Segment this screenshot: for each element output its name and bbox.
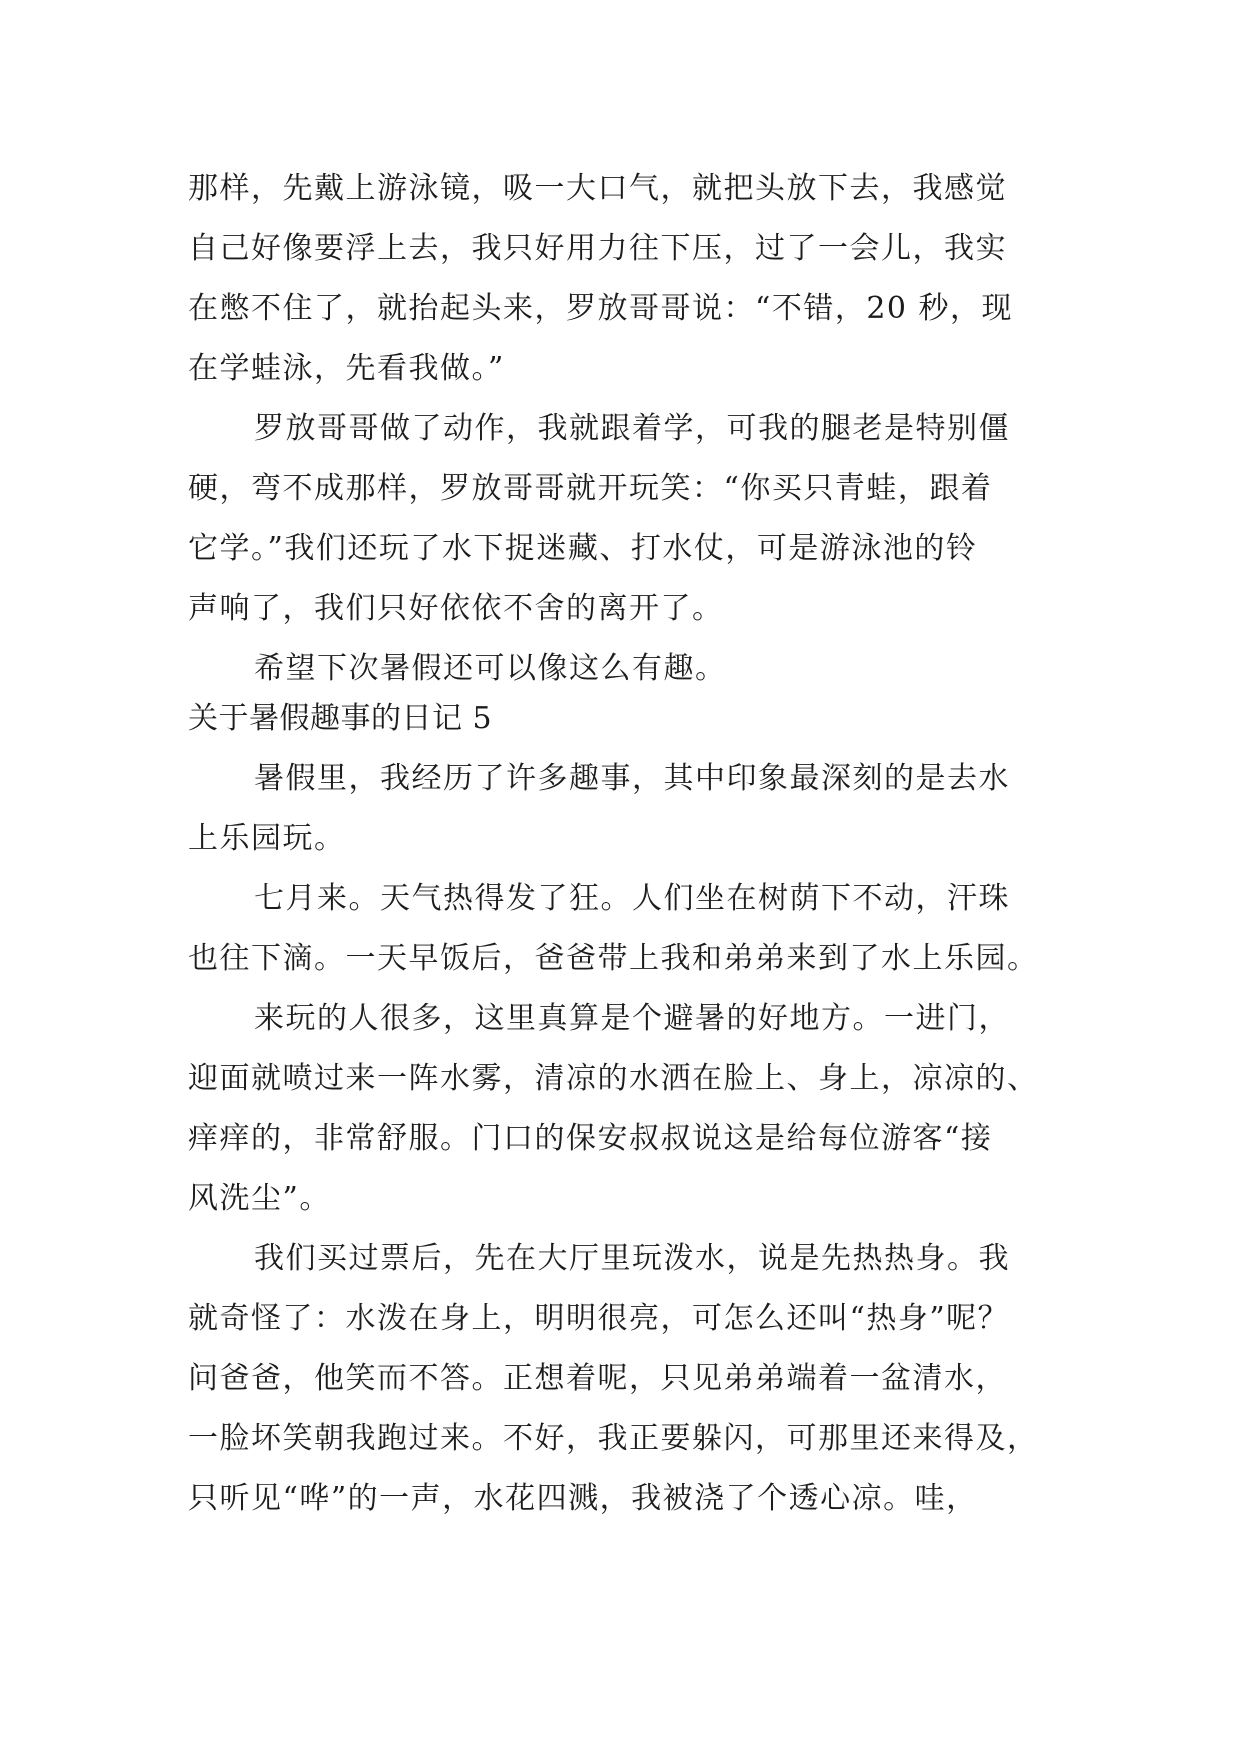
paragraph-line: 它学。”我们还玩了水下捉迷藏、打水仗，可是游泳池的铃 <box>188 531 978 566</box>
paragraph-line: 只听见“哗”的一声，水花四溅，我被浇了个透心凉。哇， <box>188 1481 978 1516</box>
paragraph-line: 在憋不住了，就抬起头来，罗放哥哥说：“不错，20 秒，现 <box>188 291 1014 326</box>
paragraph-line: 七月来。天气热得发了狂。人们坐在树荫下不动，汗珠 <box>254 881 1010 916</box>
diary-section-5 <box>188 689 1068 1529</box>
paragraph-line: 声响了，我们只好依依不舍的离开了。 <box>188 591 724 626</box>
paragraph-line: 希望下次暑假还可以像这么有趣。 <box>254 651 727 686</box>
paragraph-line: 在学蛙泳，先看我做。” <box>188 351 505 386</box>
paragraph-line: 就奇怪了：水泼在身上，明明很亮，可怎么还叫“热身”呢？ <box>188 1301 1010 1336</box>
paragraph-line: 也往下滴。一天早饭后，爸爸带上我和弟弟来到了水上乐园。 <box>188 941 1039 976</box>
paragraph-line: 那样，先戴上游泳镜，吸一大口气，就把头放下去，我感觉 <box>188 171 1007 206</box>
paragraph-line: 一脸坏笑朝我跑过来。不好，我正要躲闪，可那里还来得及， <box>188 1421 1039 1456</box>
section-heading: 关于暑假趣事的日记 5 <box>188 701 493 736</box>
paragraph-line: 罗放哥哥做了动作，我就跟着学，可我的腿老是特别僵 <box>254 411 1010 446</box>
paragraph-line: 自己好像要浮上去，我只好用力往下压，过了一会儿，我实 <box>188 231 1007 266</box>
diary-continuation <box>188 159 1068 699</box>
paragraph-line: 迎面就喷过来一阵水雾，清凉的水洒在脸上、身上，凉凉的、 <box>188 1061 1039 1096</box>
paragraph-line: 问爸爸，他笑而不答。正想着呢，只见弟弟端着一盆清水， <box>188 1361 1007 1396</box>
paragraph-line: 暑假里，我经历了许多趣事，其中印象最深刻的是去水 <box>254 761 1010 796</box>
paragraph-line: 上乐园玩。 <box>188 821 346 856</box>
paragraph-line: 风洗尘”。 <box>188 1181 331 1216</box>
paragraph-line: 硬，弯不成那样，罗放哥哥就开玩笑：“你买只青蛙，跟着 <box>188 471 993 506</box>
paragraph-line: 来玩的人很多，这里真算是个避暑的好地方。一进门， <box>254 1001 1010 1036</box>
paragraph-line: 痒痒的，非常舒服。门口的保安叔叔说这是给每位游客“接 <box>188 1121 993 1156</box>
paragraph-line: 我们买过票后，先在大厅里玩泼水，说是先热热身。我 <box>254 1241 1010 1276</box>
